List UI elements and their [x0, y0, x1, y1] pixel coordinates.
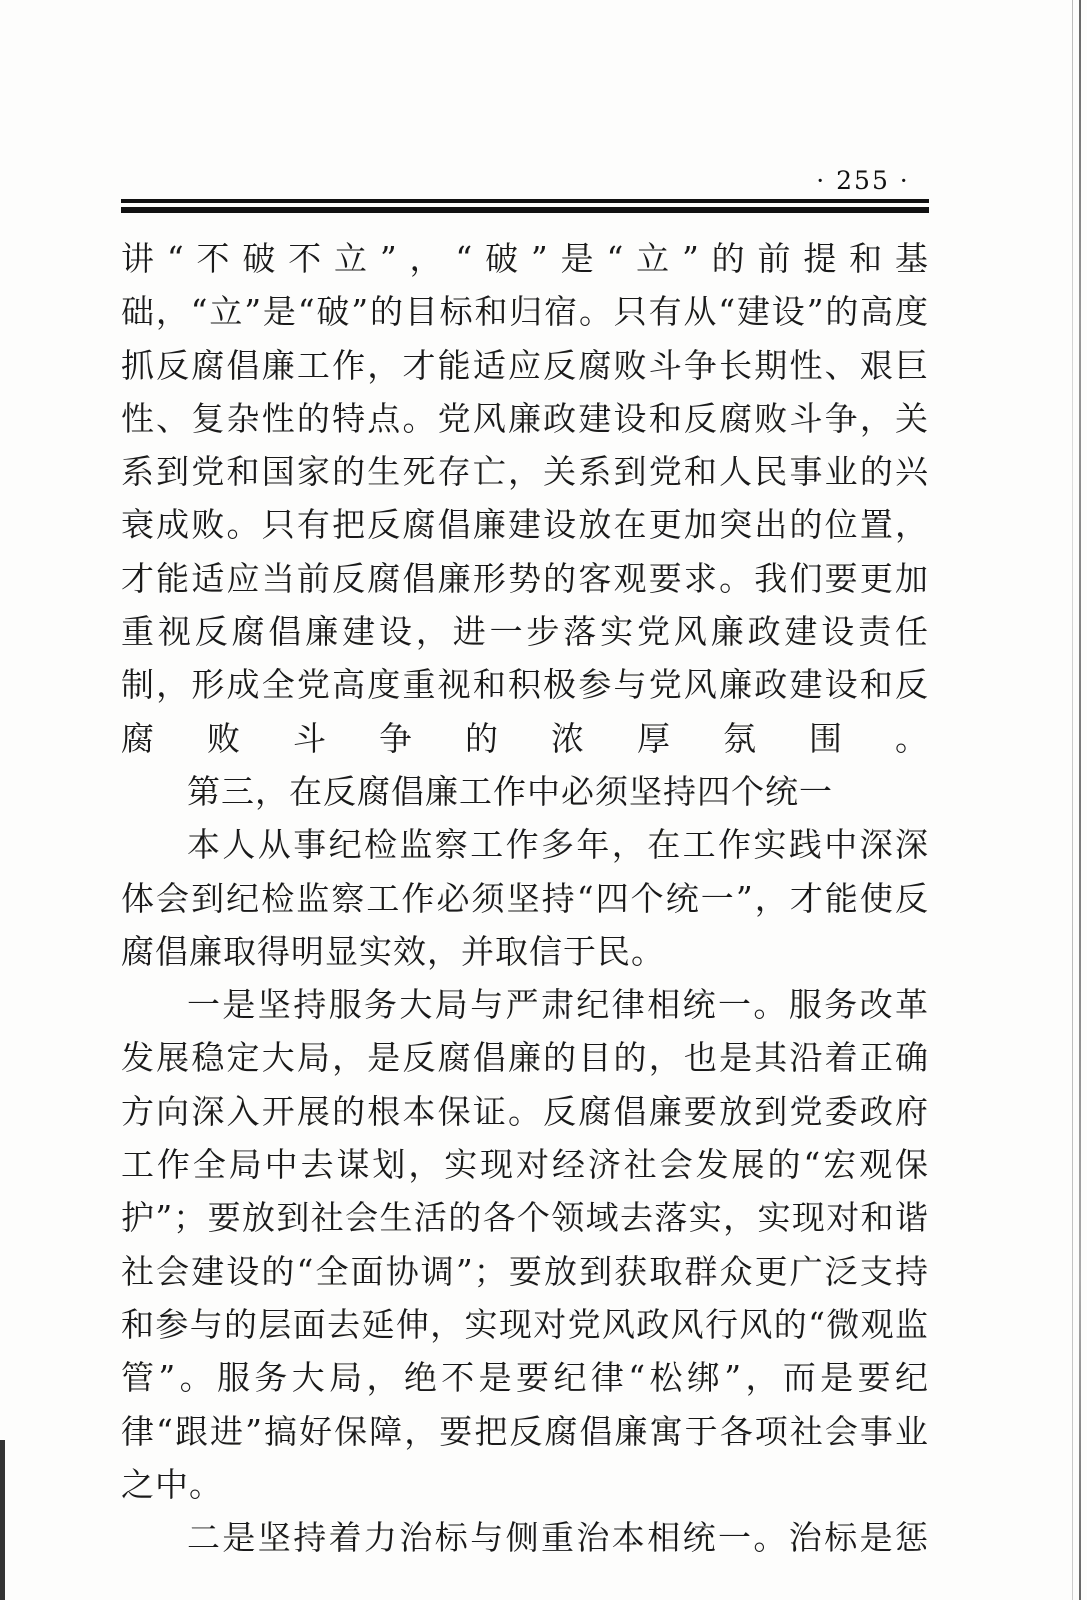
paragraph: 讲“不破不立”，“破”是“立”的前提和基础，“立”是“破”的目标和归宿。只有从“建设”的高度抓反腐倡廉工作，才能适应反腐败斗争长期性、艰巨性、复杂性的特点。党风廉政建设和反腐败斗争，关系到党和国家的生死存亡，关系到党和人民事业的兴衰成败。只有把反腐倡廉建设放在更加突出的位置，才能适应当前反腐倡廉形势的客观要求。我们要更加重视反腐倡廉建设，进一步落实党风廉政建设责任制，形成全党高度重视和积极参与党风廉政建设和反腐败斗争的浓厚氛围。 [121, 239, 929, 758]
header-rule-thick [121, 207, 929, 213]
scan-edge-left-shadow [0, 1440, 5, 1600]
page-number: · 255 · [816, 166, 910, 195]
paragraph: 一是坚持服务大局与严肃纪律相统一。服务改革发展稳定大局，是反腐倡廉的目的，也是其沿着正确方向深入开展的根本保证。反腐倡廉要放到党委政府工作全局中去谋划，实现对经济社会发展的“宏观保护”；要放到社会生活的各个领域去落实，实现对和谐社会建设的“全面协调”；要放到获取群众更广泛支持和参与的层面去延伸，实现对党风政风行风的“微观监管”。服务大局，绝不是要纪律“松绑”，而是要纪律“跟进”搞好保障，要把反腐倡廉寓于各项社会事业之中。 [121, 985, 929, 1504]
section-heading: 第三，在反腐倡廉工作中必须坚持四个统一 [187, 771, 833, 811]
body-text [121, 232, 929, 1564]
scan-edge-line [1072, 0, 1073, 1600]
paragraph: 本人从事纪检监察工作多年，在工作实践中深深体会到纪检监察工作必须坚持“四个统一”，才能使反腐倡廉取得明显实效，并取信于民。 [121, 825, 929, 971]
paragraph: 二是坚持着力治标与侧重治本相统一。治标是惩 [187, 1518, 929, 1558]
header-rule-thin [121, 199, 929, 203]
scan-edge-shadow [1079, 0, 1081, 1600]
